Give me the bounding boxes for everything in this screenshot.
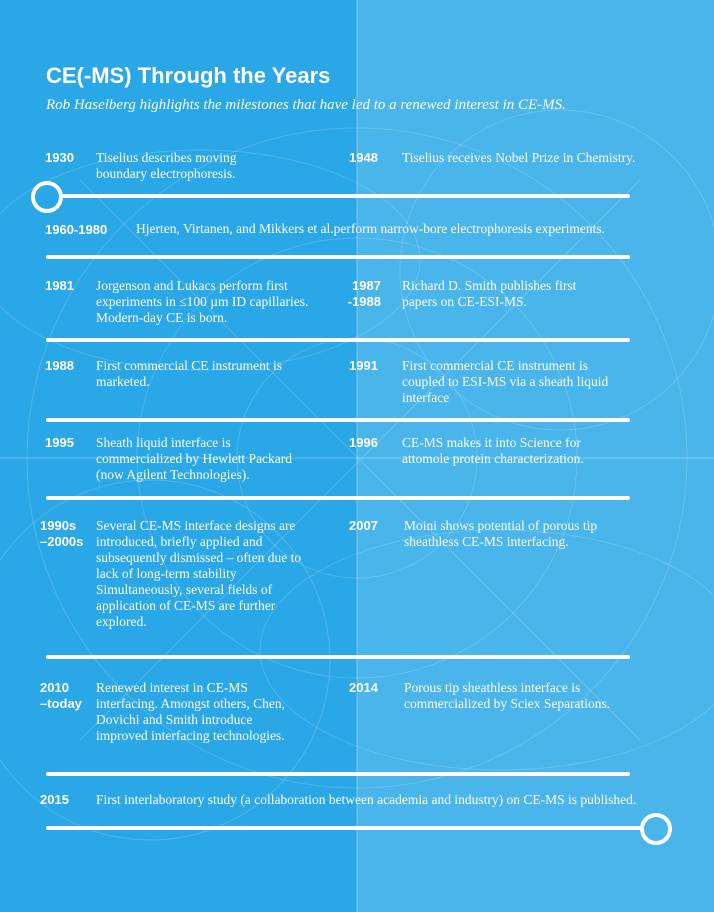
event-year: 1981 (45, 278, 74, 293)
event-year: 1995 (45, 435, 74, 450)
timeline-line (46, 826, 644, 830)
event-year: 1960-1980 (45, 222, 108, 237)
event-year: 2007 (349, 518, 378, 533)
timeline-line (46, 655, 630, 659)
event-text: Hjerten, Virtanen, and Mikkers et al.perform narrow-bore electrophoresis experiments. (136, 221, 606, 236)
timeline-start-circle (31, 181, 63, 213)
event-text: Tiselius describes moving boundary electrophoresis. (96, 150, 237, 181)
event-year: 1948 (349, 150, 378, 165)
event-year: 1990s –2000s (40, 518, 84, 549)
event-year: 2014 (349, 680, 378, 695)
timeline-line (46, 772, 630, 776)
event-text: Porous tip sheathless interface is commercialized by Sciex Separations. (404, 680, 611, 711)
timeline-end-circle (640, 813, 672, 845)
event-text: Several CE-MS interface designs are introduced, briefly applied and subsequently dismissed – often due to lack of long-term stability Simultaneously, several fields of application of CE-MS are further explored. (96, 518, 302, 629)
timeline-line (46, 338, 630, 342)
timeline-line (46, 496, 630, 500)
event-text: Moini shows potential of porous tip sheathless CE-MS interfacing. (404, 518, 598, 549)
event-text: Tiselius receives Nobel Prize in Chemistry. (402, 150, 636, 165)
event-year: 2015 (40, 792, 69, 807)
event-year: 1991 (349, 358, 378, 373)
event-text: Sheath liquid interface is commercialized by Hewlett Packard (now Agilent Technologies). (96, 435, 293, 482)
page-title: CE(-MS) Through the Years (46, 63, 331, 88)
page-subtitle: Rob Haselberg highlights the milestones that have led to a renewed interest in CE-MS. (46, 97, 566, 113)
event-year: 1988 (45, 358, 74, 373)
timeline-line (46, 418, 630, 422)
event-text: Richard D. Smith publishes first papers on CE-ESI-MS. (402, 278, 577, 309)
event-text: First commercial CE instrument is coupled to ESI-MS via a sheath liquid interface (402, 358, 609, 405)
event-text: CE-MS makes it into Science for attomole protein characterization. (402, 435, 584, 466)
event-year: 1996 (349, 435, 378, 450)
event-year: 2010 –today (40, 680, 82, 711)
event-text: First interlaboratory study (a collaboration between academia and industry) on CE-MS is published. (96, 792, 637, 807)
event-year: 1930 (45, 150, 74, 165)
event-text: First commercial CE instrument is marketed. (96, 358, 282, 389)
timeline-line (58, 194, 630, 198)
timeline-line (46, 255, 630, 259)
event-year: 1987 -1988 (347, 278, 381, 309)
event-text: Renewed interest in CE-MS interfacing. Amongst others, Chen, Dovichi and Smith introduce improved interfacing technologies. (96, 680, 285, 743)
event-text: Jorgenson and Lukacs perform first experiments in ≤100 µm ID capillaries. Modern-day CE is born. (96, 278, 309, 325)
